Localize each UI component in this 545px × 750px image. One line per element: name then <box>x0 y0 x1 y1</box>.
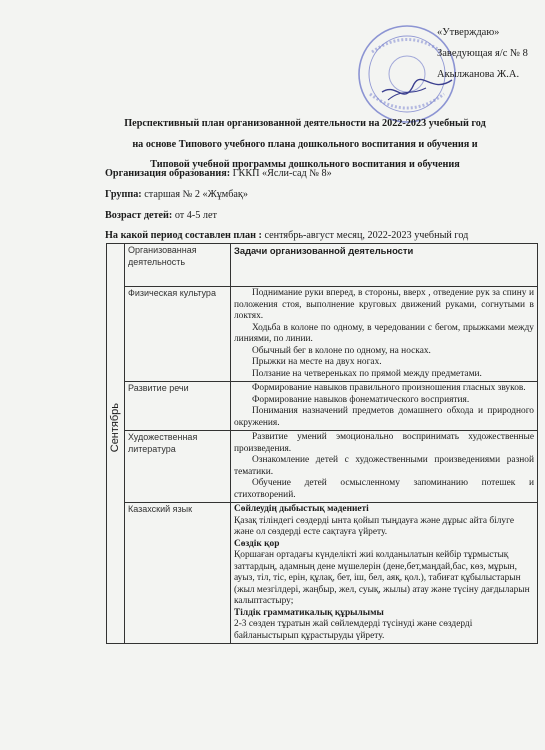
task-item: Поднимание руки вперед, в стороны, вверх , отведение рук за спину и положения стоя, выполнение круговых движений руками, согнутыми в локтях. <box>234 288 534 321</box>
task-item: Обучение детей осмысленному запоминанию потешек и стихотворений. <box>234 478 534 500</box>
table-row <box>107 503 538 644</box>
task-item: Прыжки на месте на двух ногах. <box>252 357 382 367</box>
org-label: Организация образования: <box>105 168 231 179</box>
task-item: Ознакомление детей с художественными произведениями разной тематики. <box>234 455 534 477</box>
period-value: сентябрь-август месяц, 2022-2023 учебный год <box>261 230 469 241</box>
table-row <box>107 431 538 503</box>
approval-block <box>437 22 537 85</box>
age-value: от 4-5 лет <box>172 210 217 221</box>
tasks-cell <box>231 431 538 503</box>
meta-group <box>105 189 248 200</box>
table-row <box>107 382 538 431</box>
kz-heading: Тілдік грамматикалық құрылымы <box>234 607 384 618</box>
task-item: Ходьба в колоне по одному, в чередовании с бегом, прыжками между линиями, по линии. <box>234 322 534 344</box>
org-value: ГККП «Ясли-сад № 8» <box>230 168 332 179</box>
table-row <box>107 287 538 382</box>
area-cell: Физическая культура <box>125 287 231 382</box>
month-label: Сентябрь <box>108 402 121 452</box>
document-title <box>105 114 505 176</box>
table-header-row <box>107 244 538 287</box>
tasks-cell <box>231 287 538 382</box>
period-label: На какой период составлен план : <box>105 230 262 241</box>
task-item: Обычный бег в колоне по одному, на носках. <box>252 345 431 356</box>
approval-name: Акылжанова Ж.А. <box>437 69 520 80</box>
kz-heading: Сөйлеудің дыбыстық мәдениеті <box>234 504 369 514</box>
meta-organization <box>105 168 332 179</box>
title-line-1: Перспективный план организованной деятельности на 2022-2023 учебный год <box>124 118 486 129</box>
kz-heading: Сөздік қор <box>234 538 280 549</box>
tasks-cell <box>231 382 538 431</box>
title-line-3: Типовой учебной программы дошкольного воспитания и обучения <box>150 159 460 170</box>
task-item: Понимания назначений предметов домашнего обхода и природного окружения. <box>234 406 534 428</box>
kz-text: Қазақ тіліндегі сөздерді ынта қойып тыңдауға және дұрыс айта білуге және ол сөздерді есте сақтауға үйрету. <box>234 515 514 537</box>
task-item: Ползание на четвереньках по прямой между предметами. <box>252 368 482 379</box>
meta-age <box>105 210 217 221</box>
month-cell <box>107 244 125 644</box>
meta-period <box>105 230 468 241</box>
kz-text: 2-3 сөзден тұратын жай сөйлемдерді түсінуді және сөздерді байланыстырып құрастыруды үйрету. <box>234 619 473 641</box>
area-cell: Развитие речи <box>125 382 231 431</box>
area-cell: Художественная литература <box>125 431 231 503</box>
tasks-cell <box>231 503 538 644</box>
group-value: старшая № 2 «Жұмбақ» <box>141 189 248 200</box>
title-line-2: на основе Типового учебного плана дошкольного воспитания и обучения и <box>132 138 478 150</box>
task-item: Развитие умений эмоционально воспринимать художественные произведения. <box>234 432 534 454</box>
area-cell: Казахский язык <box>125 503 231 644</box>
header-tasks: Задачи организованной деятельности <box>231 244 538 287</box>
approval-position: Заведующая я/с № 8 <box>437 48 528 59</box>
header-area: Организованная деятельность <box>125 244 231 287</box>
task-item: Формирование навыков фонематического восприятия. <box>252 394 470 405</box>
task-item: Формирование навыков правильного произношения гласных звуков. <box>252 383 526 393</box>
group-label: Группа: <box>105 189 142 200</box>
kz-text: Қоршаған ортадағы күнделікті жиі колданылатын кейбір тұрмыстық заттардың, адамның дене мүшелерін (дене,бет,маңдай,бас, көз, мұрын, ауыз, тіл, тіс, ерін, құлақ, бет, іш, бел, аяқ, қол.), табиғат құбылыстарын (жыл мезгілдері, жаңбыр, жел, суық, жылы) атау және түсіну дағдыларын калыптастыру; <box>234 550 530 606</box>
plan-table <box>106 243 538 644</box>
approval-title: «Утверждаю» <box>437 27 500 38</box>
age-label: Возраст детей: <box>105 210 173 221</box>
